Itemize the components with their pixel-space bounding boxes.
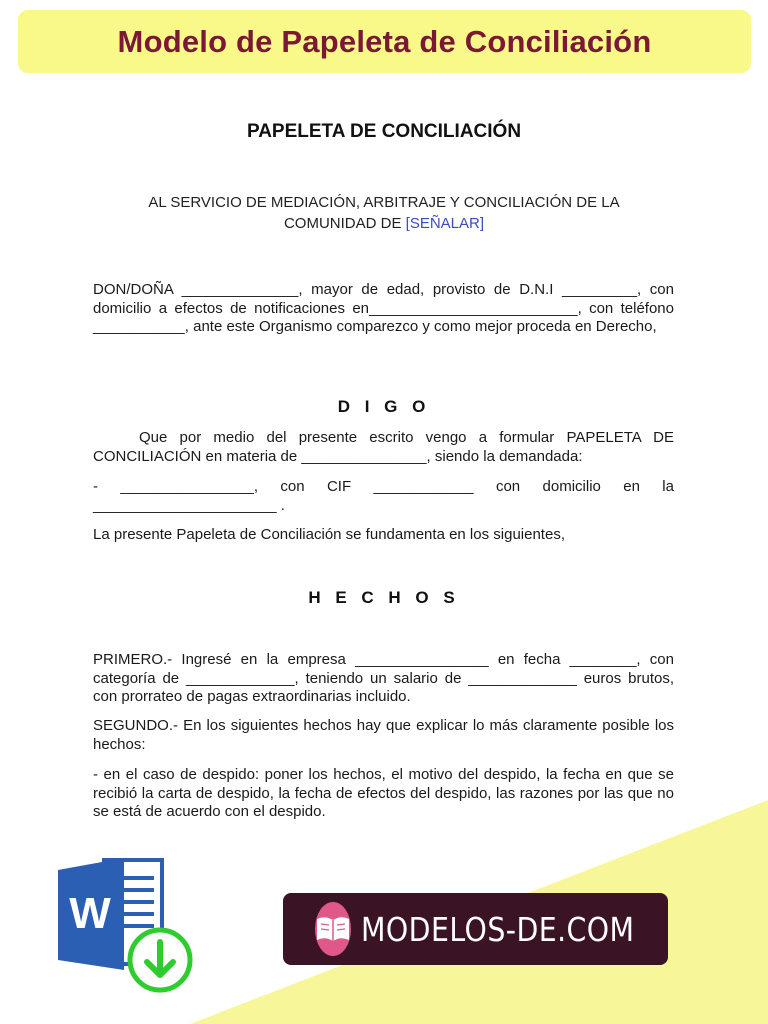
digo-paragraph-2: - ________________, con CIF ____________ con domicilio en la ______________________ .: [93, 478, 674, 514]
brand-banner[interactable]: [283, 893, 668, 965]
brand-text: MODELOS-DE.COM: [361, 909, 635, 949]
word-download-icon[interactable]: [56, 856, 196, 996]
addressee-line-1: AL SERVICIO DE MEDIACIÓN, ARBITRAJE Y CONCILIACIÓN DE LA: [148, 194, 620, 211]
book-icon: [315, 902, 351, 956]
hechos-paragraph-1: PRIMERO.- Ingresé en la empresa ________________ en fecha ________, con categoría de _____________, teniendo un salario de _____________ euros brutos, con prorrateo de pagas extraordinarias incluido.: [93, 651, 674, 705]
section-heading-hechos: H E C H O S: [308, 588, 460, 607]
addressee-placeholder: [SEÑALAR]: [405, 215, 485, 232]
digo-paragraph-1: Que por medio del presente escrito vengo a formular PAPELETA DE CONCILIACIÓN en materia de _______________, siendo la demandada:: [93, 429, 674, 465]
document-title: PAPELETA DE CONCILIACIÓN: [246, 121, 522, 142]
intro-paragraph: DON/DOÑA ______________, mayor de edad, provisto de D.N.I _________, con domicilio a efectos de notificaciones en_________________________, con teléfono ___________, ante este Organismo comparezco y como mejor proceda en Derecho,: [93, 281, 674, 335]
header-banner: [18, 10, 751, 73]
addressee-line-2: [110, 213, 658, 234]
addressee: [110, 192, 658, 234]
hechos-paragraph-3: - en el caso de despido: poner los hechos, el motivo del despido, la fecha en que se recibió la carta de despido, la fecha de efectos del despido, las razones por las que no se está de acuerdo con el despido.: [93, 766, 674, 820]
section-heading-digo: D I G O: [337, 397, 431, 416]
addressee-line-2-prefix: COMUNIDAD DE: [283, 215, 402, 232]
hechos-paragraph-2: SEGUNDO.- En los siguientes hechos hay que explicar lo más claramente posible los hechos:: [93, 717, 674, 753]
banner-title: Modelo de Papeleta de Conciliación: [117, 23, 652, 59]
digo-paragraph-3: La presente Papeleta de Conciliación se fundamenta en los siguientes,: [93, 526, 565, 543]
svg-text:W: W: [69, 889, 111, 938]
